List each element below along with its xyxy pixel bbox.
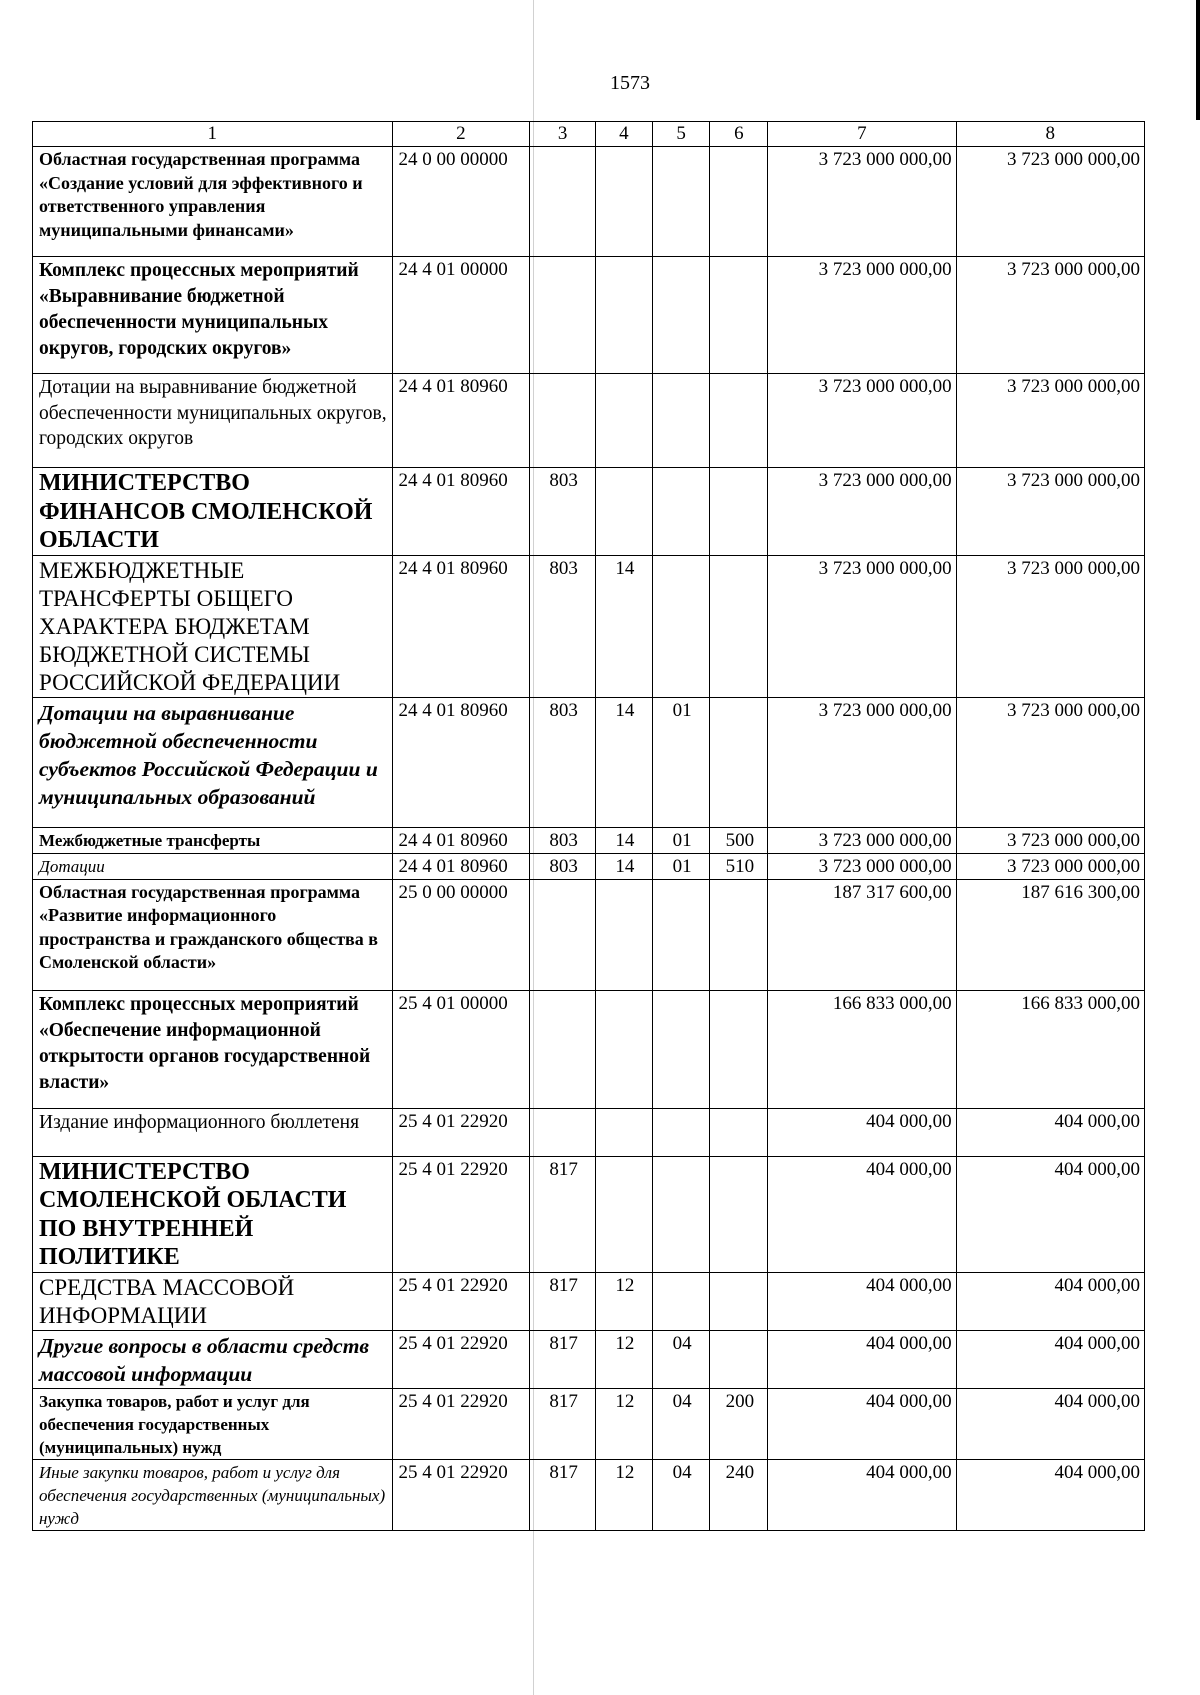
row-ministry: 803 <box>530 555 596 697</box>
row-amount-y2: 404 000,00 <box>956 1459 1144 1530</box>
row-subsection <box>652 147 710 257</box>
row-name: Межбюджетные трансферты <box>33 827 393 853</box>
row-amount-y2: 187 616 300,00 <box>956 879 1144 990</box>
row-name: Закупка товаров, работ и услуг для обеспечения государственных (муниципальных) нужд <box>33 1388 393 1459</box>
table-row <box>33 468 1145 556</box>
row-amount-y1: 3 723 000 000,00 <box>768 827 956 853</box>
row-name: Дотации <box>33 853 393 879</box>
table-row <box>33 374 1145 468</box>
row-code: 25 4 01 22920 <box>392 1330 530 1388</box>
row-amount-y1: 404 000,00 <box>768 1272 956 1330</box>
row-subsection <box>652 1272 710 1330</box>
column-header: 1 <box>33 122 393 147</box>
row-name: МИНИСТЕРСТВО СМОЛЕНСКОЙ ОБЛАСТИ ПО ВНУТРЕННЕЙ ПОЛИТИКЕ <box>33 1156 393 1272</box>
row-section: 14 <box>596 853 653 879</box>
row-ministry: 803 <box>530 468 596 556</box>
row-section: 14 <box>596 697 653 827</box>
row-amount-y2: 404 000,00 <box>956 1388 1144 1459</box>
row-amount-y1: 3 723 000 000,00 <box>768 374 956 468</box>
row-code: 25 4 01 00000 <box>392 990 530 1108</box>
row-subsection <box>652 990 710 1108</box>
row-section: 14 <box>596 827 653 853</box>
row-code: 25 4 01 22920 <box>392 1156 530 1272</box>
row-code: 25 4 01 22920 <box>392 1108 530 1156</box>
row-amount-y2: 404 000,00 <box>956 1108 1144 1156</box>
table-row <box>33 1330 1145 1388</box>
row-amount-y2: 3 723 000 000,00 <box>956 147 1144 257</box>
row-code: 25 4 01 22920 <box>392 1459 530 1530</box>
row-name: Комплекс процессных мероприятий «Обеспечение информационной открытости органов государственной власти» <box>33 990 393 1108</box>
row-expense-type <box>710 147 768 257</box>
table-row <box>33 879 1145 990</box>
row-amount-y1: 404 000,00 <box>768 1156 956 1272</box>
row-ministry: 817 <box>530 1330 596 1388</box>
row-expense-type: 510 <box>710 853 768 879</box>
row-expense-type <box>710 697 768 827</box>
row-code: 25 4 01 22920 <box>392 1388 530 1459</box>
column-header: 5 <box>652 122 710 147</box>
row-name: Издание информационного бюллетеня <box>33 1108 393 1156</box>
row-section <box>596 147 653 257</box>
table-row <box>33 853 1145 879</box>
row-section: 12 <box>596 1330 653 1388</box>
row-section: 12 <box>596 1388 653 1459</box>
row-expense-type <box>710 374 768 468</box>
row-name: Другие вопросы в области средств массовой информации <box>33 1330 393 1388</box>
row-amount-y1: 187 317 600,00 <box>768 879 956 990</box>
row-amount-y1: 3 723 000 000,00 <box>768 468 956 556</box>
row-amount-y2: 3 723 000 000,00 <box>956 374 1144 468</box>
row-ministry <box>530 1108 596 1156</box>
row-ministry: 803 <box>530 853 596 879</box>
column-header: 3 <box>530 122 596 147</box>
row-code: 24 4 01 80960 <box>392 853 530 879</box>
column-header: 8 <box>956 122 1144 147</box>
table-header-row <box>33 122 1145 147</box>
row-ministry <box>530 374 596 468</box>
row-code: 24 4 01 00000 <box>392 257 530 374</box>
table-row <box>33 1272 1145 1330</box>
row-code: 24 4 01 80960 <box>392 555 530 697</box>
row-expense-type <box>710 879 768 990</box>
row-amount-y1: 404 000,00 <box>768 1330 956 1388</box>
row-expense-type <box>710 257 768 374</box>
row-ministry: 803 <box>530 697 596 827</box>
row-code: 24 4 01 80960 <box>392 374 530 468</box>
row-amount-y2: 404 000,00 <box>956 1272 1144 1330</box>
row-name: Дотации на выравнивание бюджетной обеспеченности субъектов Российской Федерации и муниципальных образований <box>33 697 393 827</box>
row-subsection: 04 <box>652 1330 710 1388</box>
row-section <box>596 990 653 1108</box>
row-subsection: 01 <box>652 827 710 853</box>
row-section <box>596 1156 653 1272</box>
row-ministry: 817 <box>530 1156 596 1272</box>
row-section: 14 <box>596 555 653 697</box>
row-amount-y2: 3 723 000 000,00 <box>956 257 1144 374</box>
row-code: 25 0 00 00000 <box>392 879 530 990</box>
row-ministry: 817 <box>530 1388 596 1459</box>
row-name: МИНИСТЕРСТВО ФИНАНСОВ СМОЛЕНСКОЙ ОБЛАСТИ <box>33 468 393 556</box>
row-name: Иные закупки товаров, работ и услуг для обеспечения государственных (муниципальных) нужд <box>33 1459 393 1530</box>
row-ministry: 817 <box>530 1272 596 1330</box>
row-code: 24 4 01 80960 <box>392 468 530 556</box>
table-row <box>33 257 1145 374</box>
row-section: 12 <box>596 1459 653 1530</box>
row-subsection <box>652 374 710 468</box>
row-subsection <box>652 555 710 697</box>
row-subsection: 01 <box>652 853 710 879</box>
row-subsection: 01 <box>652 697 710 827</box>
table-body <box>33 147 1145 1531</box>
row-ministry <box>530 879 596 990</box>
row-amount-y2: 3 723 000 000,00 <box>956 555 1144 697</box>
row-ministry: 803 <box>530 827 596 853</box>
row-amount-y2: 166 833 000,00 <box>956 990 1144 1108</box>
row-subsection <box>652 468 710 556</box>
table-row <box>33 827 1145 853</box>
row-section: 12 <box>596 1272 653 1330</box>
table-row <box>33 1156 1145 1272</box>
table-row <box>33 1108 1145 1156</box>
row-ministry <box>530 990 596 1108</box>
row-amount-y1: 404 000,00 <box>768 1108 956 1156</box>
row-section <box>596 257 653 374</box>
row-expense-type: 240 <box>710 1459 768 1530</box>
row-code: 25 4 01 22920 <box>392 1272 530 1330</box>
row-code: 24 0 00 00000 <box>392 147 530 257</box>
row-subsection: 04 <box>652 1459 710 1530</box>
row-amount-y1: 3 723 000 000,00 <box>768 555 956 697</box>
column-header: 6 <box>710 122 768 147</box>
row-amount-y2: 3 723 000 000,00 <box>956 827 1144 853</box>
row-amount-y2: 404 000,00 <box>956 1330 1144 1388</box>
row-amount-y1: 404 000,00 <box>768 1459 956 1530</box>
row-amount-y2: 3 723 000 000,00 <box>956 697 1144 827</box>
table-row <box>33 1388 1145 1459</box>
row-amount-y2: 3 723 000 000,00 <box>956 853 1144 879</box>
row-ministry <box>530 257 596 374</box>
row-expense-type <box>710 555 768 697</box>
row-name: Областная государственная программа «Создание условий для эффективного и ответственного управления муниципальными финансами» <box>33 147 393 257</box>
column-header: 4 <box>596 122 653 147</box>
row-expense-type <box>710 1156 768 1272</box>
table-row <box>33 1459 1145 1530</box>
column-header: 7 <box>768 122 956 147</box>
table-row <box>33 555 1145 697</box>
row-name: Комплекс процессных мероприятий «Выравнивание бюджетной обеспеченности муниципальных округов, городских округов» <box>33 257 393 374</box>
row-subsection <box>652 1108 710 1156</box>
row-amount-y1: 166 833 000,00 <box>768 990 956 1108</box>
budget-table <box>32 121 1145 1531</box>
row-expense-type <box>710 1108 768 1156</box>
row-amount-y2: 3 723 000 000,00 <box>956 468 1144 556</box>
row-expense-type: 200 <box>710 1388 768 1459</box>
row-section <box>596 468 653 556</box>
row-amount-y1: 3 723 000 000,00 <box>768 853 956 879</box>
row-subsection: 04 <box>652 1388 710 1459</box>
table-row <box>33 697 1145 827</box>
row-section <box>596 1108 653 1156</box>
row-code: 24 4 01 80960 <box>392 827 530 853</box>
row-ministry <box>530 147 596 257</box>
row-name: Областная государственная программа «Развитие информационного пространства и гражданского общества в Смоленской области» <box>33 879 393 990</box>
row-name: Дотации на выравнивание бюджетной обеспеченности муниципальных округов, городских округов <box>33 374 393 468</box>
row-section <box>596 374 653 468</box>
row-ministry: 817 <box>530 1459 596 1530</box>
scan-edge-mark <box>1196 0 1200 120</box>
row-subsection <box>652 879 710 990</box>
row-expense-type: 500 <box>710 827 768 853</box>
table-row <box>33 147 1145 257</box>
row-amount-y2: 404 000,00 <box>956 1156 1144 1272</box>
row-amount-y1: 404 000,00 <box>768 1388 956 1459</box>
row-amount-y1: 3 723 000 000,00 <box>768 257 956 374</box>
row-subsection <box>652 1156 710 1272</box>
row-section <box>596 879 653 990</box>
row-code: 24 4 01 80960 <box>392 697 530 827</box>
row-name: СРЕДСТВА МАССОВОЙ ИНФОРМАЦИИ <box>33 1272 393 1330</box>
row-subsection <box>652 257 710 374</box>
row-name: МЕЖБЮДЖЕТНЫЕ ТРАНСФЕРТЫ ОБЩЕГО ХАРАКТЕРА БЮДЖЕТАМ БЮДЖЕТНОЙ СИСТЕМЫ РОССИЙСКОЙ ФЕДЕРАЦИИ <box>33 555 393 697</box>
row-amount-y1: 3 723 000 000,00 <box>768 147 956 257</box>
column-header: 2 <box>392 122 530 147</box>
page-number: 1573 <box>610 72 650 94</box>
row-expense-type <box>710 990 768 1108</box>
row-amount-y1: 3 723 000 000,00 <box>768 697 956 827</box>
row-expense-type <box>710 468 768 556</box>
row-expense-type <box>710 1330 768 1388</box>
table-row <box>33 990 1145 1108</box>
row-expense-type <box>710 1272 768 1330</box>
